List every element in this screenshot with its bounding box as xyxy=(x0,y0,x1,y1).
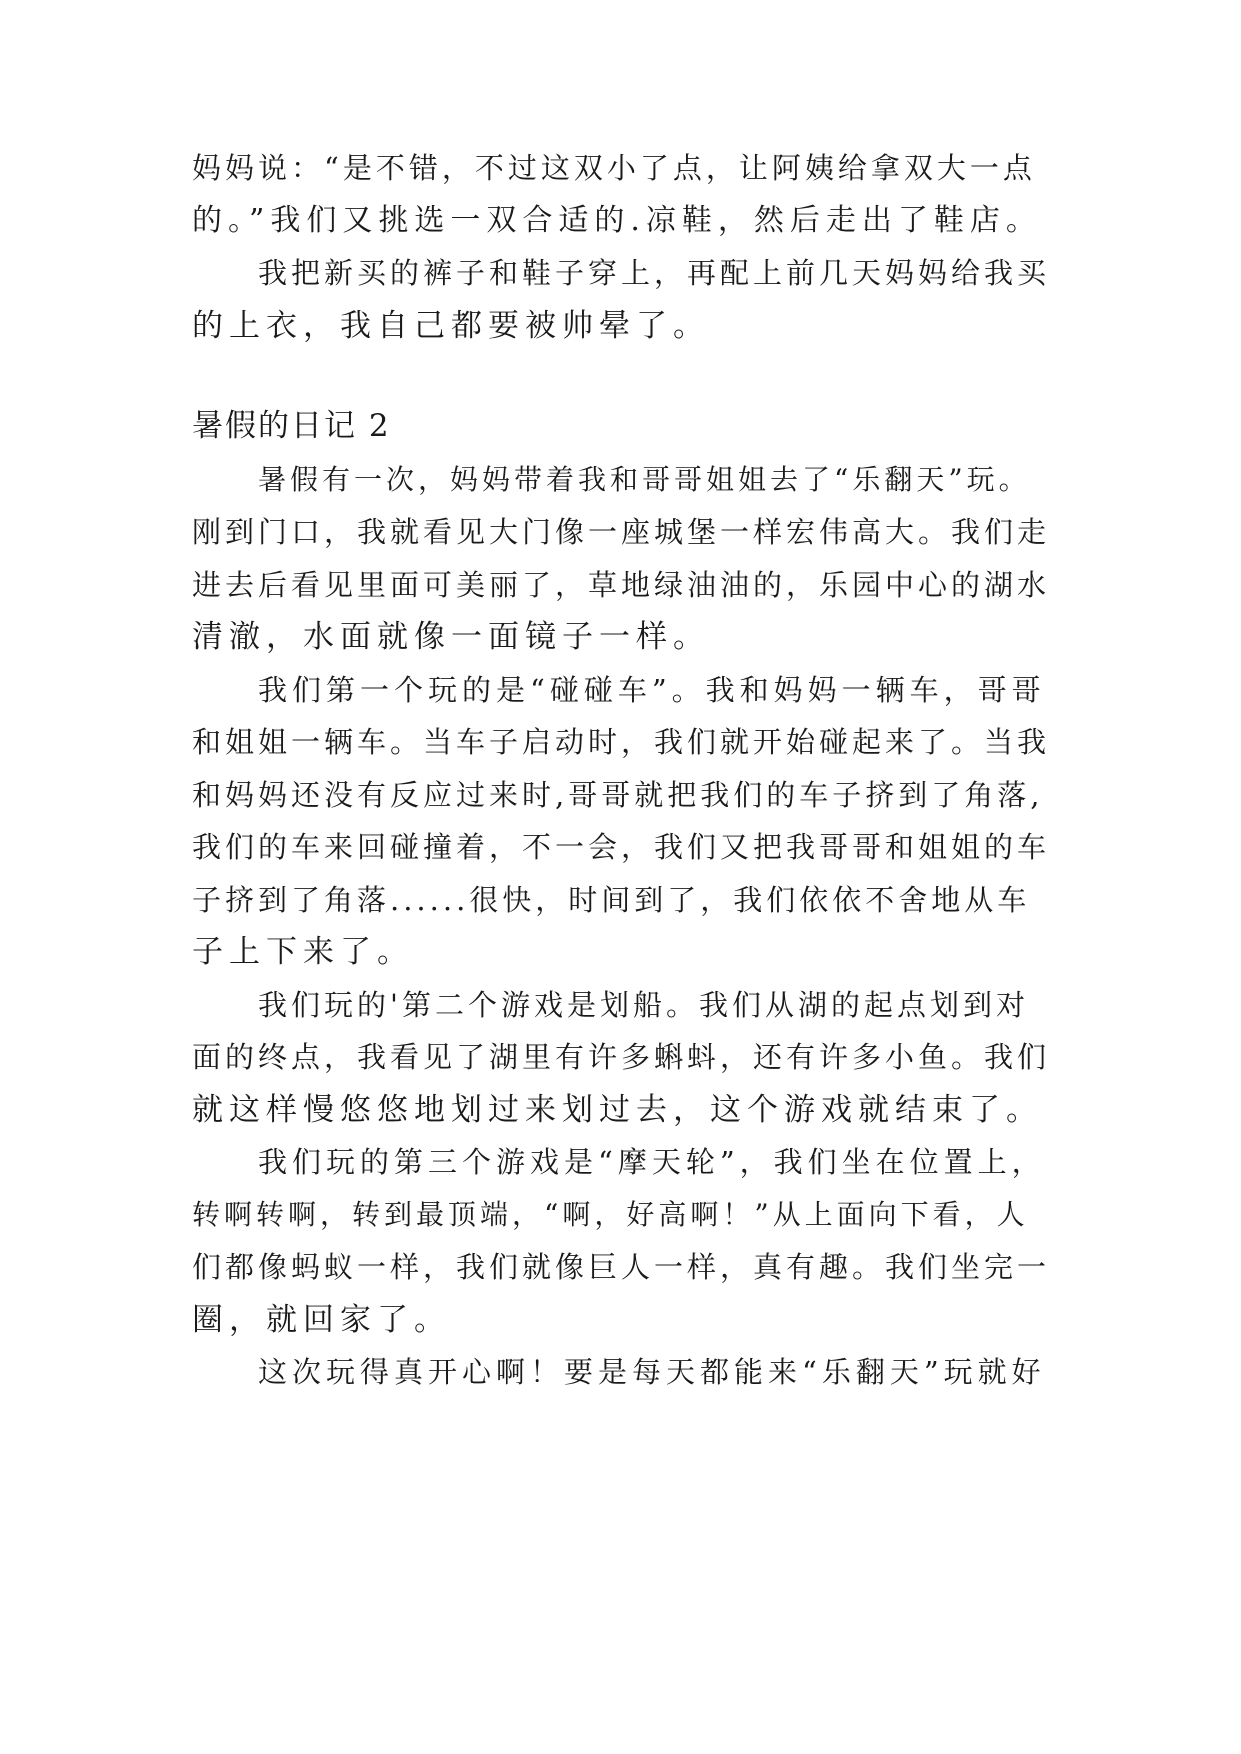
text-line: 我们玩的第三个游戏是“摩天轮”，我们坐在位置上， xyxy=(258,1145,1046,1179)
text-line: 圈，就回家了。 xyxy=(192,1302,451,1338)
text-line: 和妈妈还没有反应过来时,哥哥就把我们的车子挤到了角落, xyxy=(192,778,1044,812)
text-line: 进去后看见里面可美丽了，草地绿油油的，乐园中心的湖水 xyxy=(192,568,1051,602)
text-line: 的上衣，我自己都要被帅晕了。 xyxy=(192,308,710,344)
text-line: 我们的车来回碰撞着，不一会，我们又把我哥哥和姐姐的车 xyxy=(192,830,1051,864)
text-line: 我们第一个玩的是“碰碰车”。我和妈妈一辆车，哥哥 xyxy=(258,673,1046,707)
text-line: 暑假有一次，妈妈带着我和哥哥姐姐去了“乐翻天”玩。 xyxy=(258,463,1031,496)
text-line: 就这样慢悠悠地划过来划过去，这个游戏就结束了。 xyxy=(192,1092,1043,1128)
text-line: 转啊转啊，转到最顶端，“啊，好高啊！”从上面向下看，人 xyxy=(192,1198,1029,1231)
text-line: 我把新买的裤子和鞋子穿上，再配上前几天妈妈给我买 xyxy=(258,256,1051,290)
text-line: 我们玩的'第二个游戏是划船。我们从湖的起点划到对 xyxy=(258,988,1029,1022)
text-line: 面的终点，我看见了湖里有许多蝌蚪，还有许多小鱼。我们 xyxy=(192,1040,1051,1074)
text-line: 的。”我们又挑选一双合适的.凉鞋，然后走出了鞋店。 xyxy=(192,203,1042,238)
text-line: 们都像蚂蚁一样，我们就像巨人一样，真有趣。我们坐完一 xyxy=(192,1250,1051,1284)
section-heading: 暑假的日记 2 xyxy=(192,408,391,444)
text-line: 子上下来了。 xyxy=(192,934,414,970)
text-line: 清澈，水面就像一面镜子一样。 xyxy=(192,619,710,655)
text-line: 妈妈说：“是不错，不过这双小了点，让阿姨给拿双大一点 xyxy=(192,151,1036,185)
text-line: 和姐姐一辆车。当车子启动时，我们就开始碰起来了。当我 xyxy=(192,725,1051,759)
text-line: 刚到门口，我就看见大门像一座城堡一样宏伟高大。我们走 xyxy=(192,515,1051,549)
text-line: 子挤到了角落......很快，时间到了，我们依依不舍地从车 xyxy=(192,883,1031,917)
text-line: 这次玩得真开心啊！要是每天都能来“乐翻天”玩就好 xyxy=(258,1355,1046,1389)
